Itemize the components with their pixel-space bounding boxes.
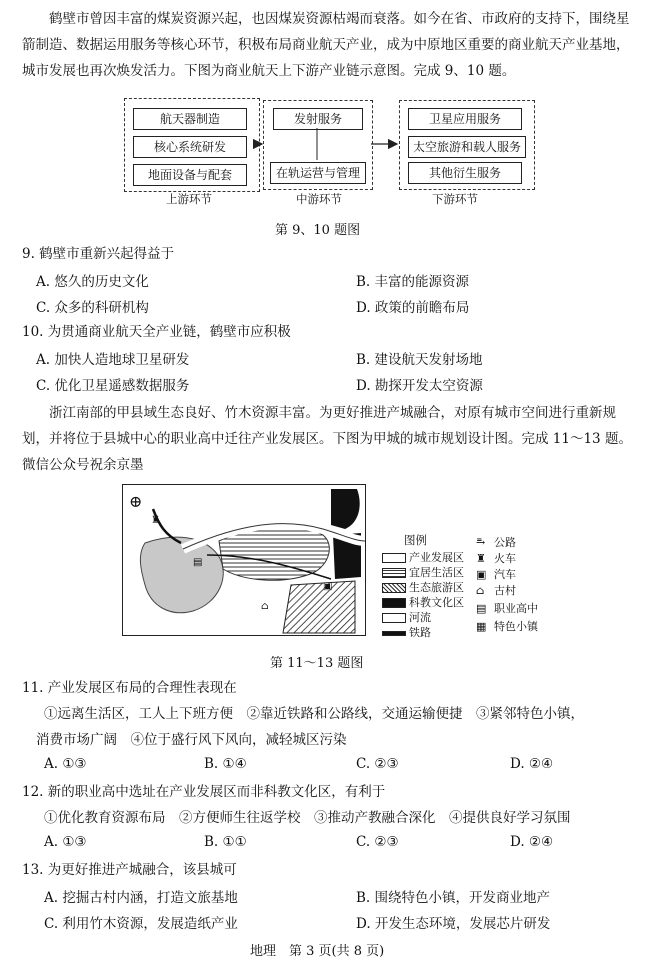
passage-1: 鹤壁市曾因丰富的煤炭资源兴起，也因煤炭资源枯竭而衰落。如今在省、市政府的支持下，围绕星箭制造、数据运用服务等核心环节，积极布局商业航天产业，成为中原地区重要的商业航天产业基地，城市发展也再次焕发活力。下图为商业航天上下游产业链示意图。完成 9、10 题。	[22, 11, 630, 79]
downstream-label: 下游环节	[432, 192, 478, 206]
q13-stem: 13. 为更好推进产城融合，该县城可	[22, 862, 237, 878]
city-plan-map	[122, 484, 366, 636]
q11-option-c: C. ②③	[356, 756, 399, 772]
bus-icon: ▣	[323, 581, 333, 592]
legend-road: ⥱ 公路	[476, 536, 516, 549]
livable-area	[140, 537, 223, 613]
q9-stem: 9. 鹤壁市重新兴起得益于	[22, 246, 175, 262]
q12-option-d: D. ②④	[510, 834, 554, 850]
q9-option-b: B. 丰富的能源资源	[356, 274, 470, 290]
q9-option-c: C. 众多的科研机构	[36, 300, 149, 316]
train-icon: ♜	[151, 515, 160, 526]
q11-statements-1: ①远离生活区，工人上下班方便 ②靠近铁路和公路线，交通运输便捷 ③紧邻特色小镇，	[44, 706, 584, 722]
school-legend-icon: ▤	[476, 602, 487, 615]
downstream-item-3: 其他衍生服务	[408, 162, 522, 184]
legend-eco: 生态旅游区	[382, 579, 464, 595]
bus-legend-icon: ▣	[476, 568, 487, 581]
legend-village: ⌂ 古村	[476, 584, 516, 597]
q12-stem: 12. 新的职业高中选址在产业发展区而非科教文化区，有利于	[22, 784, 386, 800]
q11-stem: 11. 产业发展区布局的合理性表现在	[22, 680, 237, 696]
q11-option-b: B. ①④	[204, 756, 247, 772]
midstream-item-1: 发射服务	[273, 108, 363, 130]
figure-1-caption: 第 9、10 题图	[275, 223, 361, 238]
legend-school: ▤ 职业高中	[476, 602, 538, 615]
industry-zone	[283, 581, 355, 633]
upstream-label: 上游环节	[166, 192, 212, 206]
legend-science: 科教文化区	[382, 594, 464, 610]
village-legend-icon: ⌂	[476, 584, 485, 597]
chain-arrows	[0, 0, 660, 230]
legend-bus: ▣ 汽车	[476, 568, 516, 581]
vocational-school-icon: ▤	[193, 557, 203, 568]
train-legend-icon: ♜	[476, 552, 486, 565]
legend-livable: 宜居生活区	[382, 564, 464, 580]
q13-option-a: A. 挖掘古村内涵，打造文旅基地	[44, 890, 238, 906]
legend-industry: 产业发展区	[382, 549, 464, 565]
midstream-label: 中游环节	[296, 192, 342, 206]
upstream-item-3: 地面设备与配套	[133, 164, 247, 186]
q10-option-b: B. 建设航天发射场地	[356, 352, 483, 368]
downstream-item-1: 卫星应用服务	[408, 108, 522, 130]
q11-statements-2: 消费市场广阔 ④位于盛行风下风向，减轻城区污染	[36, 732, 347, 748]
page-footer: 地理 第 3 页(共 8 页)	[250, 944, 385, 959]
q11-option-a: A. ①③	[44, 756, 87, 772]
q10-option-c: C. 优化卫星遥感数据服务	[36, 378, 190, 394]
legend-train: ♜ 火车	[476, 552, 516, 565]
compass-icon: ⊕	[129, 492, 143, 511]
passage-2: 浙江南部的甲县域生态良好、竹木资源丰富。为更好推进产城融合，对原有城市空间进行重新规划，并将位于县城中心的职业高中迁往产业发展区。下图为甲城的城市规划设计图。完成 11～13 题。微信公众号祝余京墨	[22, 405, 632, 473]
city-plan-drawing	[123, 485, 365, 635]
midstream-item-2: 在轨运营与管理	[270, 162, 366, 184]
downstream-item-2: 太空旅游和载人服务	[408, 136, 526, 158]
legend-town: ▦ 特色小镇	[476, 620, 538, 633]
q10-stem: 10. 为贯通商业航天全产业链，鹤壁市应积极	[22, 324, 291, 340]
upstream-item-2: 核心系统研发	[133, 136, 247, 158]
legend-railway: 铁路	[382, 624, 431, 640]
legend-title: 图例	[404, 533, 427, 547]
q10-option-a: A. 加快人造地球卫星研发	[36, 352, 190, 368]
q13-option-c: C. 利用竹木资源，发展造纸产业	[44, 916, 238, 932]
q9-option-a: A. 悠久的历史文化	[36, 274, 149, 290]
q12-option-a: A. ①③	[44, 834, 87, 850]
q9-option-d: D. 政策的前瞻布局	[356, 300, 470, 316]
q12-option-b: B. ①①	[204, 834, 247, 850]
legend-river: 河流	[382, 609, 431, 625]
town-legend-icon: ▦	[476, 620, 487, 633]
q10-option-d: D. 勘探开发太空资源	[356, 378, 483, 394]
science-education-zone	[331, 489, 360, 529]
q12-statements: ①优化教育资源布局 ②方便师生往返学校 ③推动产教融合深化 ④提供良好学习氛围	[44, 810, 571, 826]
q13-option-d: D. 开发生态环境，发展芯片研发	[356, 916, 551, 932]
q13-option-b: B. 围绕特色小镇，开发商业地产	[356, 890, 551, 906]
figure-2-caption: 第 11～13 题图	[270, 656, 364, 671]
q12-option-c: C. ②③	[356, 834, 399, 850]
q11-option-d: D. ②④	[510, 756, 554, 772]
upstream-item-1: 航天器制造	[133, 108, 247, 130]
old-village-icon: ⌂	[261, 601, 269, 612]
